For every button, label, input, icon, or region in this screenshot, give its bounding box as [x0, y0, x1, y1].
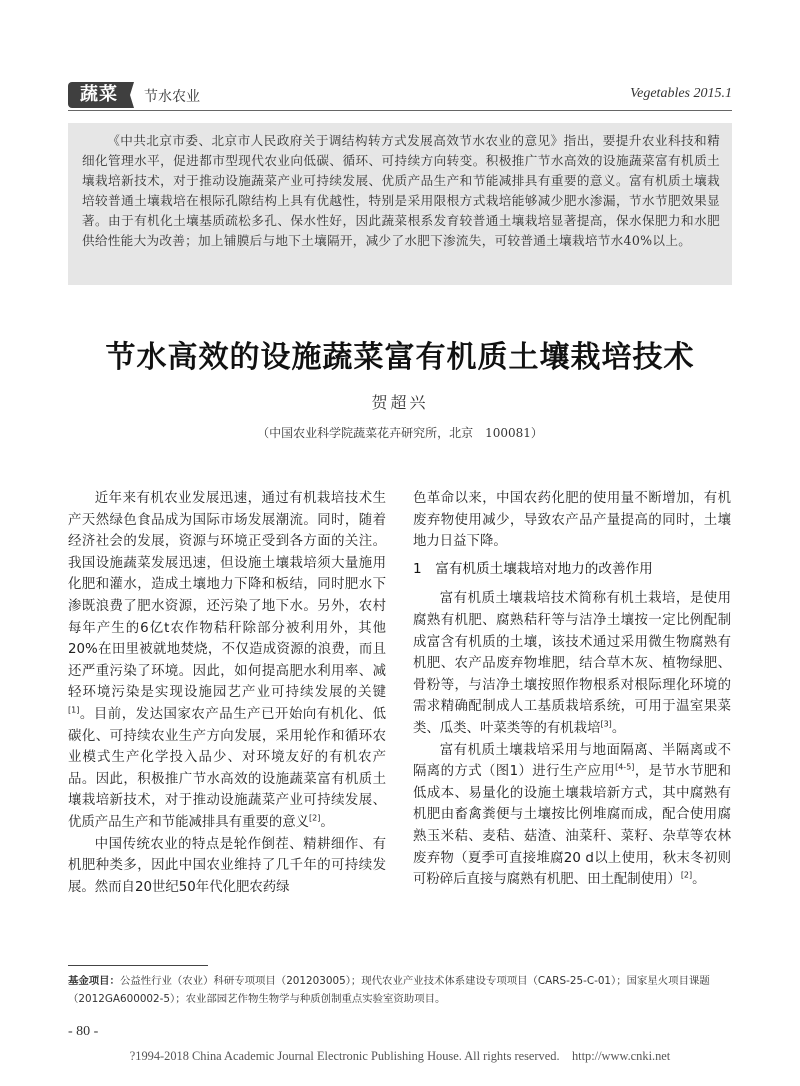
journal-issue: Vegetables 2015.1 — [630, 86, 732, 101]
header-divider — [68, 110, 732, 111]
citation[interactable]: [3] — [600, 719, 612, 729]
section-heading: 1 富有机质土壤栽培对地力的改善作用 — [413, 560, 653, 577]
article-title: 节水高效的设施蔬菜富有机质土壤栽培技术 — [105, 340, 695, 375]
citation[interactable]: [2] — [309, 813, 321, 823]
page-header — [68, 82, 732, 110]
body-paragraph: 近年来有机农业发展迅速，通过有机栽培技术生产天然绿色食品成为国际市场发展潮流。同时，随着经济社会的发展，资源与环境正受到各方面的关注。我国设施蔬菜发展迅速，但设施土壤栽培须大量施用化肥和灌水，造成土壤地力下降和板结，同时肥水下渗既浪费了肥水资源，还污染了地下水。另外，农村每年产生的6亿t农作物秸秆除部分被利用外，其他20%在田里被就地焚烧，不仅造成资源的浪费，而且还严重污染了环境。因此，如何提高肥水利用率、减轻环境污染是实现设施园艺产业可持续发展的关键[1]。目前，发达国家农产品生产已开始向有机化、低碳化、可持续农业生产方向发展，采用轮作和循环农业模式生产化学投入品少、对环境友好的有机农产品。因此，积极推广节水高效的设施蔬菜富有机质土壤栽培新技术，对于推动设施蔬菜产业可持续发展、优质产品生产和节能减排具有重要的意义[2]。 — [68, 491, 386, 830]
body-paragraph: 中国传统农业的特点是轮作倒茬、精耕细作、有机肥种类多，因此中国农业维持了几千年的可持续发展。然而自20世纪50年代化肥农药绿 — [68, 836, 386, 895]
body-paragraph: 富有机质土壤栽培技术简称有机土栽培，是使用腐熟有机肥、腐熟秸秆等与洁净土壤按一定比例配制成富含有机质的土壤，该技术通过采用微生物腐熟有机肥、农产品废弃物堆肥，结合草木灰、植物绿肥、骨粉等，与洁净土壤按照作物根系对根际理化环境的需求精确配制成人工基质栽培系统，可用于温室果菜类、瓜类、叶菜类等的有机栽培[3]。 — [413, 591, 731, 736]
body-paragraph: 色革命以来，中国农药化肥的使用量不断增加，有机废弃物使用减少，导致农产品产量提高的同时，土壤地力日益下降。 — [413, 491, 731, 550]
funding-footnote — [68, 972, 732, 1008]
body-paragraph: 富有机质土壤栽培采用与地面隔离、半隔离或不隔离的方式（图1）进行生产应用[4-5]，是节水节肥和低成本、易量化的设施土壤栽培新方式，其中腐熟有机肥由畜禽粪便与土壤按比例堆腐而成，配合使用腐熟玉米秸、麦秸、菇渣、油菜秆、菜籽、杂草等农林废弃物（夏季可直接堆腐20 d以上使用，秋末冬初则可粉碎后直接与腐熟有机肥、田土配制使用）[2]。 — [413, 742, 731, 888]
logo-tab-icon — [128, 82, 138, 108]
journal-logo: 蔬菜 — [68, 82, 130, 108]
abstract-box — [68, 123, 732, 285]
citation[interactable]: [1] — [68, 705, 80, 715]
footnote-text: 公益性行业（农业）科研专项项目（201203005）；现代农业产业技术体系建设专项项目（CARS-25-C-01）；国家星火项目课题（2012GA600002-5）；农业部园艺作物生物学与种质创制重点实验室资助项目。 — [68, 975, 710, 1005]
author-name: 贺超兴 — [371, 393, 429, 412]
citation[interactable]: [2] — [680, 870, 693, 880]
section-name: 节水农业 — [144, 89, 200, 105]
footnote-label: 基金项目： — [68, 975, 120, 987]
footnote-divider — [68, 965, 208, 966]
abstract-text: 《中共北京市委、北京市人民政府关于调结构转方式发展高效节水农业的意见》指出，要提升农业科技和精细化管理水平，促进都市型现代农业向低碳、循环、可持续方向转变。积极推广节水高效的设施蔬菜富有机质土壤栽培新技术，对于推动设施蔬菜产业可持续发展、优质产品生产和节能减排具有重要的意义。富有机质土壤栽培较普通土壤栽培在根际孔隙结构上具有优越性，特别是采用限根方式栽培能够减少肥水渗漏，节水节肥效果显著。由于有机化土壤基质疏松多孔、保水性好，因此蔬菜根系发育较普通土壤栽培显著提高，保水保肥力和水肥供给性能大为改善；加上铺膜后与地下土壤隔开，减少了水肥下渗流失，可较普通土壤栽培节水40%以上。 — [82, 133, 720, 248]
citation[interactable]: [4-5] — [615, 762, 635, 772]
right-column — [413, 488, 731, 891]
copyright-line: ?1994-2018 China Academic Journal Electronic Publishing House. All rights reserved. http://www.cnki.net — [129, 1049, 671, 1063]
page-number: - 80 - — [68, 1024, 99, 1039]
author-affiliation: （中国农业科学院蔬菜花卉研究所，北京 100081） — [257, 426, 543, 440]
left-column — [68, 488, 386, 898]
